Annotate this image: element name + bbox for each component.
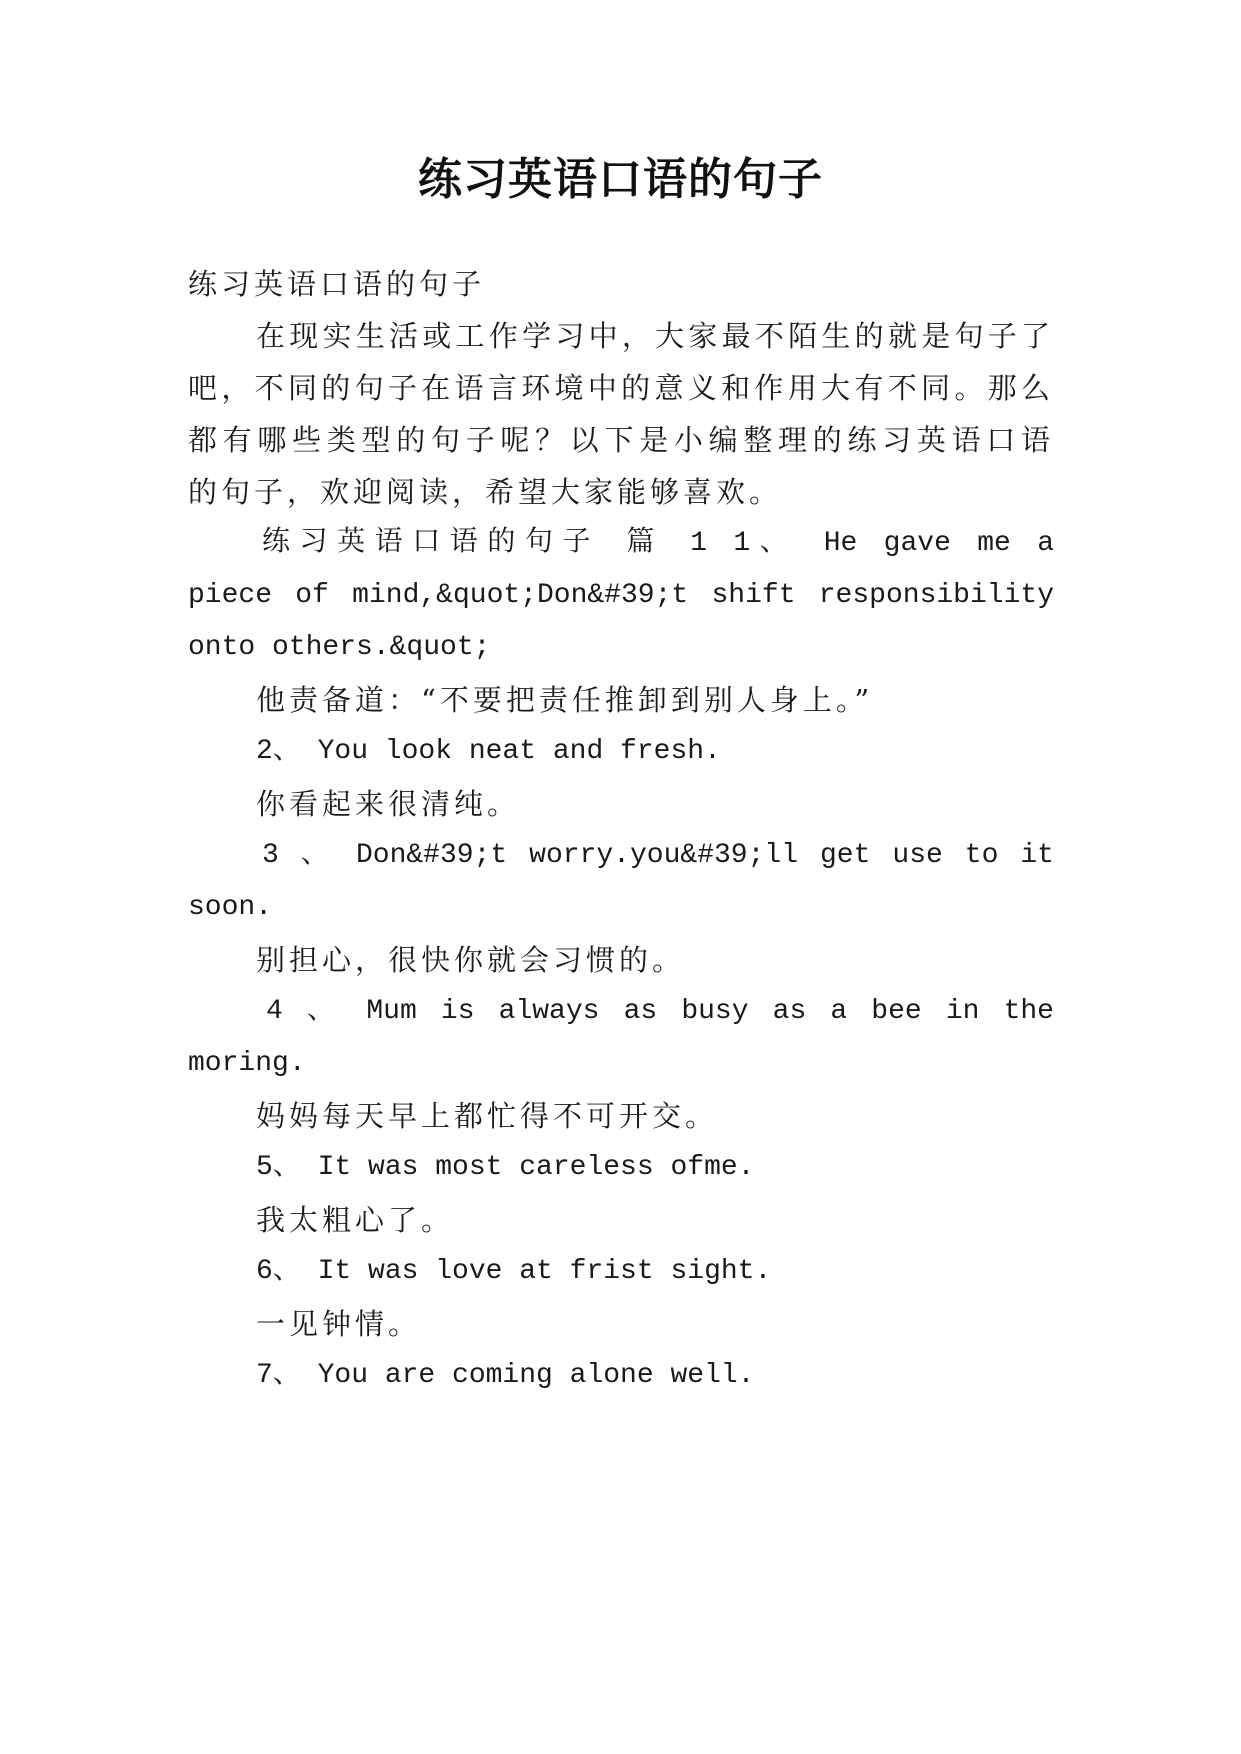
translation-line: 我太粗心了。 [256,1203,455,1237]
translation-line: 别担心，很快你就会习惯的。 [256,943,686,977]
sentence-line: 6、 It was love at frist sight. [256,1256,772,1287]
sentence-line: moring. [188,1048,306,1079]
sentence-line: onto others.&quot; [188,632,491,663]
paragraph-line: 的句子，欢迎阅读，希望大家能够喜欢。 [188,475,783,509]
sentence-line: 4 、 Mum is always as busy as a bee in the [266,996,1054,1027]
sentence-line: piece of mind,&quot;Don&#39;t shift responsibility [188,580,1054,611]
paragraph-line: 都有哪些类型的句子呢？以下是小编整理的练习英语口语 [188,423,1054,457]
section-heading-line: 练习英语口语的句子 篇 1 1、 He gave me a [262,528,1054,559]
translation-line: 你看起来很清纯。 [256,787,521,821]
sentence-line: soon. [188,892,273,923]
translation-line: 他责备道：“不要把责任推卸到别人身上。” [256,683,874,717]
sentence-line: 3 、 Don&#39;t worry.you&#39;ll get use to it [262,840,1054,871]
translation-line: 一见钟情。 [256,1307,422,1341]
translation-line: 妈妈每天早上都忙得不可开交。 [256,1099,719,1133]
paragraph-line: 吧，不同的句子在语言环境中的意义和作用大有不同。那么 [188,371,1054,405]
sentence-line: 5、 It was most careless ofme. [256,1152,755,1183]
document-title: 练习英语口语的句子 [418,154,823,205]
subtitle-line: 练习英语口语的句子 [188,267,486,301]
sentence-line: 2、 You look neat and fresh. [256,736,721,767]
paragraph-line: 在现实生活或工作学习中，大家最不陌生的就是句子了 [256,319,1054,353]
sentence-line: 7、 You are coming alone well. [256,1360,755,1391]
